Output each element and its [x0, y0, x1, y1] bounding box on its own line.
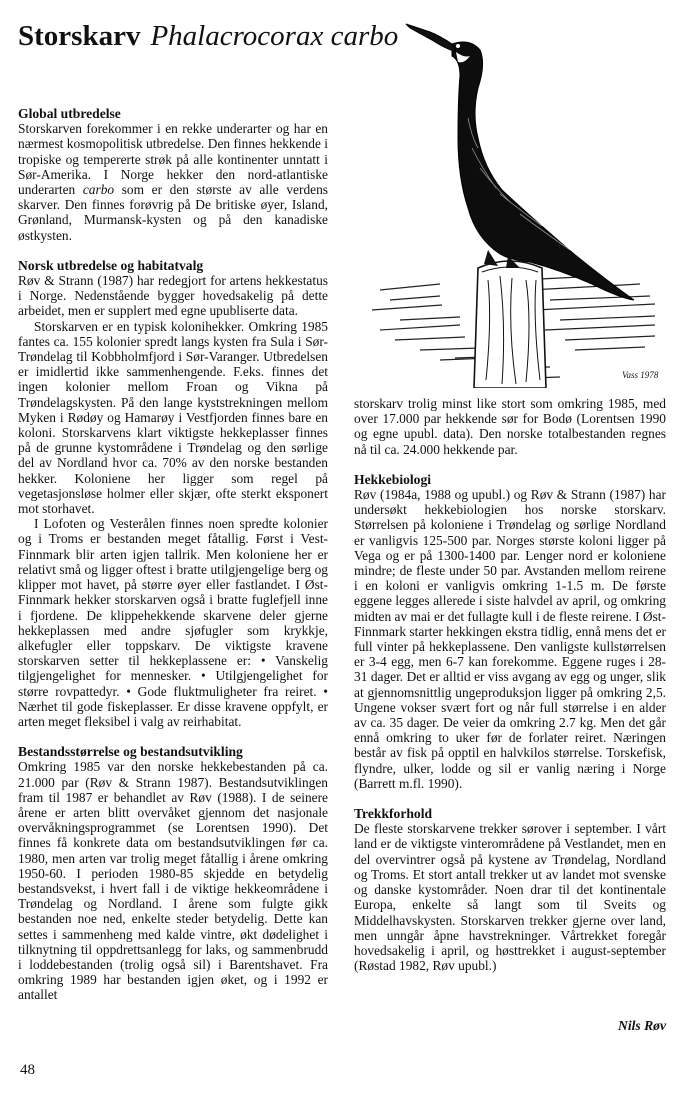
right-column — [354, 396, 666, 973]
paragraph-global: Storskarven forekommer i en rekke underarter og har en nærmest kosmopolitisk utbredelse. Den finnes hekkende i tropiske og tempererte strøk på alle kontinenter unntatt i Sør-Amerika. I Norge hekker den nord-atlantiske underarten carbo som er den største av alle verdens skarver. Den finnes forøvrig på De britiske øyer, Island, Grønland, Murmansk-kysten og på den kanadiske østkysten. — [18, 121, 328, 243]
author-signature: Nils Røv — [618, 1018, 666, 1033]
cormorant-illustration — [360, 18, 678, 388]
cormorant-body — [452, 42, 634, 300]
paragraph-bestand: Omkring 1985 var den norske hekkebestanden på ca. 21.000 par (Røv & Strann 1987). Bestandsutviklingen fram til 1987 er behandlet av Røv (1988). I de seinere årene er arten blitt overvåket gjennom det nasjonale overvåkningsprogrammet (se Lorentsen 1990). Det finnes få konkrete data om bestandsutviklingen før ca. 1980, men arten var trolig meget fåtallig i årene omkring 1950-60. I perioden 1980-85 skjedde en betydelig bestandsvekst, i hvert fall i de viktige hekkeområdene i Trøndelag og Nordland. I årene som fulgte gikk bestanden noe ned, enkelte steder betydelig. Dette kan settes i sammenheng med kalde vintre, økt dødelighet i tilknytning til oppdrettsanlegg for laks, og sammenbrudd i loddebestanden (trolig også sil) i Barentshavet. Fra omkring 1989 har bestanden igjen øket, og i 1992 er antallet — [18, 759, 328, 1003]
artist-signature: Vass 1978 — [622, 370, 659, 380]
page-number: 48 — [20, 1062, 35, 1078]
species-latin-name: Phalacrocorax carbo — [150, 20, 399, 52]
species-common-name: Storskarv — [18, 20, 141, 52]
cormorant-eye — [456, 44, 460, 48]
paragraph-norsk-2: Storskarven er en typisk kolonihekker. Omkring 1985 fantes ca. 155 kolonier spredt langs kysten fra Sula i Sør-Trøndelag til Kobbholmfjord i Sør-Varanger. Utbredelsen er imidlertid ikke sammenhengende. F.eks. finnes det ingen kolonier mellom Froan og Vikna på Trøndelagskysten. På den lange kyststrekningen mellom Myken i Rødøy og Hamarøy i Vestfjorden finnes bare en koloni. Storskarvens klart viktigste hekkeplasser finnes på de grunne kystområdene i Trøndelag og den sørlige del av Nordland hvor ca. 70% av den norske bestanden hekker. Koloniene her ligger som regel på vegetasjonsløse holmer eller skjær, ofte sterkt eksponert mot storhavet. — [18, 318, 328, 517]
paragraph-norsk-1: Røv & Strann (1987) har redegjort for artens hekkestatus i Norge. Nedenstående bygger hovedsakelig på dette arbeidet, men er supplert med egne upubliserte data. — [18, 273, 328, 319]
left-column — [18, 106, 328, 1003]
section-heading-bestand: Bestandsstørrelse og bestandsutvikling — [18, 744, 243, 760]
section-heading-norsk: Norsk utbredelse og habitatvalg — [18, 257, 204, 273]
paragraph-hekkebiologi: Røv (1984a, 1988 og upubl.) og Røv & Strann (1987) har undersøkt hekkebiologien hos norske storskarv. Størrelsen på koloniene i Trøndelag og sørlige Nordland er vanligvis 125-500 par. Norges største koloni ligger på Vega og er på 1300-1400 par. Lenger nord er koloniene mindre; de fleste under 50 par. Avstanden mellom reirene i en koloni er vanligvis omkring 1-1.5 m. De første eggene legges allerede i siste halvdel av april, og omkring midten av mai er det fullagte kull i de fleste reirene. I Øst-Finnmark starter hekkingen ekstra tidlig, ennå mens det er full vinter på hekkeplassene. Den vanligste kullstørrelsen er 3-4 egg, men 6-7 kan forekomme. Eggene ruges i 28-31 dager. Det er alltid er viss avgang av egg og unger, slik at gjennomsnittlig ungeproduksjon ligger på omkring 2,5. Ungene vokser svært fort og når full størrelse i en alder av ca. 35 dager. De veier da omkring 2.7 kg. Men det går ennå omkring to uker før de forlater reiret. Næringen består av fisk på opptil en halvkilos størrelse. Torskefisk, flyndre, ulker, lodde og sil er vanlig næring i Norge (Barrett m.fl. 1990). — [354, 487, 666, 791]
section-heading-global: Global utbredelse — [18, 106, 121, 121]
cormorant-bill — [406, 24, 456, 52]
section-heading-hekkebiologi: Hekkebiologi — [354, 471, 432, 487]
paragraph-continued: storskarv trolig minst like stort som omkring 1985, med over 17.000 par hekkende sør for Bodø (Lorentsen 1990 og egne upubl. data). Den norske totalbestanden regnes nå til ca. 24.000 hekkende par. — [354, 396, 666, 457]
page-title — [18, 18, 398, 54]
paragraph-norsk-3: I Lofoten og Vesterålen finnes noen spredte kolonier og i Troms er bestanden meget fåtallig. Først i Vest-Finnmark blir arten igjen tallrik. Men koloniene her er relativt små og ligger oftest i bratte utilgjengelige berg og klipper mot havet, på større øyer eller fastlandet. I Øst-Finnmark hekker storskarven også i bratte fuglefjell inne i fjordene. De klippehekkende skarvene deler gjerne hekkeplassen med andre sjøfugler som krykkje, alkefugler eller toppskarv. De viktigste kravene storskarven setter til hekkeplassene er: • Vanskelig tilgjengelighet for mennesker. • Utilgjengelighet for større rovpattedyr. • Gode fluktmuligheter fra reiret. • Nærhet til gode fiskeplasser. Er disse kravene oppfylt, er arten meget fleksibel i valg av reirhabitat. — [18, 516, 328, 729]
paragraph-trekkforhold: De fleste storskarvene trekker sørover i september. I vårt land er de viktigste vinterområdene på Vestlandet, men en del overvintrer også på kystene av Trøndelag, Nordland og Troms. Et stort antall trekker ut av landet mot svenske og danske kystområder. Noen drar til det kontinentale Europa, enkelte så langt som til Sveits og Middelhavskysten. Storskarven trekker gjerne over land, men unngår åpne havstrekninger. Vårtrekket foregår hovedsakelig i april, og høsttrekket i august-september (Røstad 1982, Røv upubl.) — [354, 821, 666, 974]
section-heading-trekkforhold: Trekkforhold — [354, 806, 433, 822]
